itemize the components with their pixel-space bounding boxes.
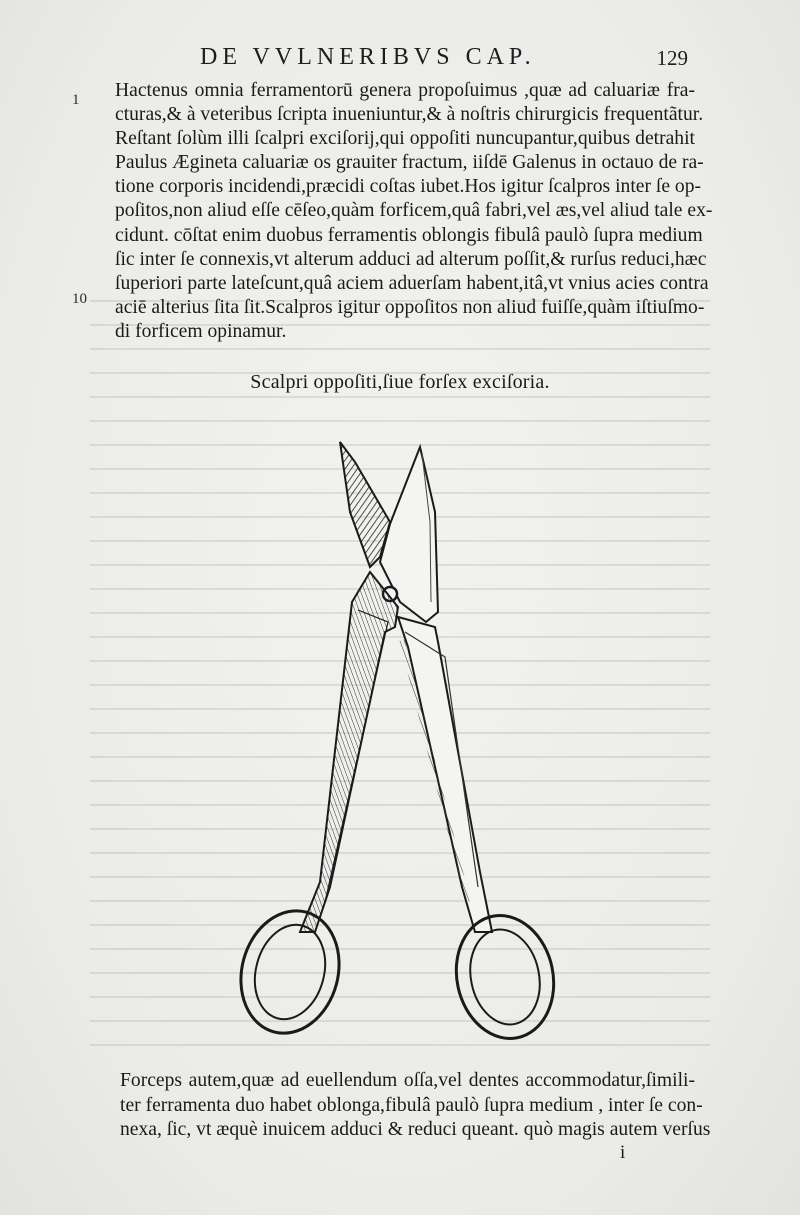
margin-line-number-1: 1 bbox=[72, 92, 80, 108]
text-line: ſic inter ſe connexis,vt alterum adduci ad alterum poſſit,& rurſus reduci,hæc bbox=[115, 248, 707, 270]
signature-mark: i bbox=[620, 1142, 626, 1163]
scissors-illustration bbox=[230, 432, 570, 1042]
running-head: DE VVLNERIBVS CAP. bbox=[200, 44, 536, 70]
text-line: ſuperiori parte lateſcunt,quâ aciem aduerſam habent,itâ,vt vnius acies contra bbox=[115, 272, 709, 294]
text-line: poſitos,non aliud eſſe cēſeo,quàm forficem,quâ fabri,vel æs,vel aliud tale ex- bbox=[115, 200, 713, 222]
scissors-icon bbox=[230, 432, 570, 1042]
margin-line-number-10: 10 bbox=[72, 291, 87, 307]
text-line: Paulus Ægineta caluariæ os grauiter fractum, iiſdē Galenus in octauo de ra- bbox=[115, 152, 704, 174]
text-line: Reſtant ſolùm illi ſcalpri exciſorij,qui oppoſiti nuncupantur,quibus detrahit bbox=[115, 128, 695, 150]
text-line: cturas,& à veteribus ſcripta inueniuntur,& à noſtris chirurgicis frequentãtur. bbox=[115, 104, 704, 126]
text-line: Hactenus omnia ferramentorū genera propoſuimus ,quæ ad caluariæ fra- bbox=[115, 80, 695, 101]
page-number: 129 bbox=[656, 46, 688, 70]
figure-caption: Scalpri oppoſiti,ſiue forſex exciſoria. bbox=[250, 371, 550, 393]
text-line: aciē alterius ſita ſit.Scalpros igitur oppoſitos non aliud fuiſſe,quàm iſtiuſmo- bbox=[115, 296, 705, 318]
following-paragraph bbox=[120, 1069, 711, 1143]
text-line: tione corporis incidendi,præcidi coſtas iubet.Hos igitur ſcalpros inter ſe op- bbox=[115, 176, 702, 198]
text-line: cidunt. cōſtat enim duobus ferramentis oblongis fibulâ paulò ſupra medium bbox=[115, 224, 703, 246]
text-line: nexa, ſic, vt æquè inuicem adduci & reduci queant. quò magis autem verſus bbox=[120, 1119, 711, 1140]
body-paragraph bbox=[115, 79, 713, 344]
page-header bbox=[0, 44, 800, 74]
text-line: ter ferramenta duo habet oblonga,fibulâ paulò ſupra medium , inter ſe con- bbox=[120, 1094, 703, 1116]
text-line: di forficem opinamur. bbox=[115, 320, 287, 342]
text-line: Forceps autem,quæ ad euellendum oſſa,vel dentes accommodatur,ſimili- bbox=[120, 1070, 695, 1091]
